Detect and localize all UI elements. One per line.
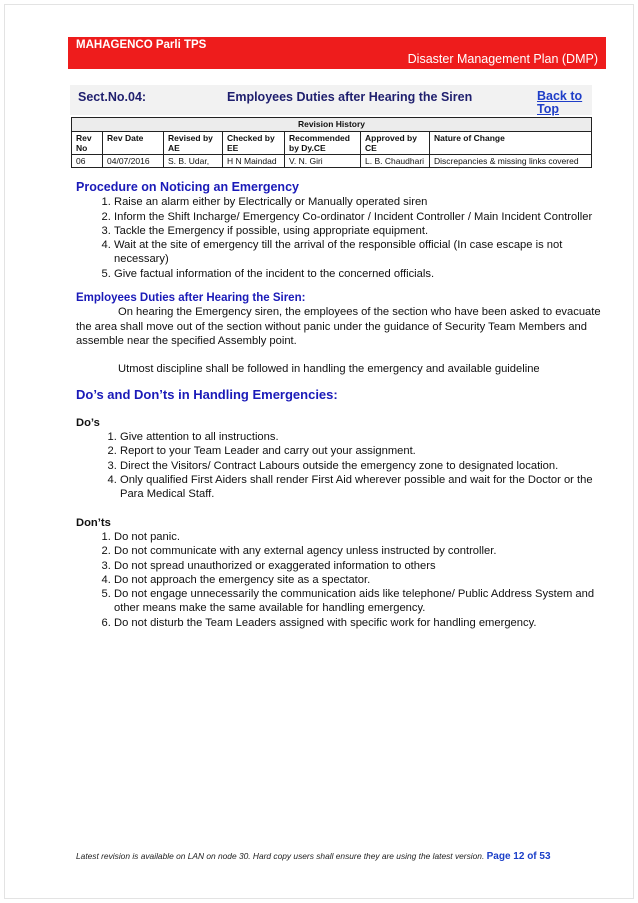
list-item: 3. Do not spread unauthorized or exaggerated information to others xyxy=(114,559,601,573)
section-bar xyxy=(70,85,592,115)
list-item: 1. Raise an alarm either by Electrically or Manually operated siren xyxy=(114,195,601,209)
dos-donts-heading: Do’s and Don’ts in Handling Emergencies: xyxy=(76,386,338,402)
header-cell: Recommended by Dy.CE xyxy=(285,132,361,155)
list-item: 4. Only qualified First Aiders shall render First Aid wherever possible and wait for the Doctor or the Para Medical Staff. xyxy=(120,473,601,502)
list-item: 1. Give attention to all instructions. xyxy=(120,430,601,444)
section-number: Sect.No.04: xyxy=(78,90,147,104)
main-content xyxy=(76,180,601,630)
revision-header-row xyxy=(72,132,592,155)
list-item: 2. Inform the Shift Incharge/ Emergency Co-ordinator / Incident Controller / Main Incident Controller xyxy=(114,210,601,224)
duties-heading: Employees Duties after Hearing the Siren: xyxy=(76,292,306,305)
list-item: 5. Do not engage unnecessarily the communication aids like telephone/ Public Address System and other means make the same available for handling emergency. xyxy=(114,587,601,616)
discipline-paragraph: Utmost discipline shall be followed in handling the emergency and available guideline xyxy=(118,363,540,376)
data-cell: L. B. Chaudhari xyxy=(361,155,430,168)
header-cell: Checked by EE xyxy=(223,132,285,155)
list-item: 3. Tackle the Emergency if possible, using appropriate equipment. xyxy=(114,224,601,238)
procedure-heading: Procedure on Noticing an Emergency xyxy=(76,180,299,194)
list-item: 4. Wait at the site of emergency till the arrival of the responsible official (In case escape is not necessary) xyxy=(114,238,601,267)
list-item: 2. Do not communicate with any external agency unless instructed by controller. xyxy=(114,544,601,558)
list-item: 5. Give factual information of the incident to the concerned officials. xyxy=(114,267,601,281)
data-cell: Discrepancies & missing links covered xyxy=(430,155,592,168)
data-cell: H N Maindad xyxy=(223,155,285,168)
donts-label: Don’ts xyxy=(76,516,111,529)
header-cell: Rev No xyxy=(72,132,103,155)
header-cell: Rev Date xyxy=(103,132,164,155)
data-cell: 04/07/2016 xyxy=(103,155,164,168)
list-item: 3. Direct the Visitors/ Contract Labours outside the emergency zone to designated location. xyxy=(120,459,601,473)
revision-history-caption: Revision History xyxy=(72,118,592,132)
data-cell: 06 xyxy=(72,155,103,168)
dos-label: Do’s xyxy=(76,416,100,429)
footer-note: Latest revision is available on LAN on node 30. Hard copy users shall ensure they are using the latest version. xyxy=(76,851,485,861)
procedure-list xyxy=(76,195,601,281)
list-item: 2. Report to your Team Leader and carry out your assignment. xyxy=(120,444,601,458)
data-cell: V. N. Giri xyxy=(285,155,361,168)
header-banner xyxy=(68,37,606,69)
revision-history-table xyxy=(71,117,592,168)
donts-list xyxy=(76,530,601,630)
list-item: 1. Do not panic. xyxy=(114,530,601,544)
revision-data-row xyxy=(72,155,592,168)
page-number: Page 12 of 53 xyxy=(486,851,551,862)
data-cell: S. B. Udar, xyxy=(164,155,223,168)
org-name: MAHAGENCO Parli TPS xyxy=(76,39,207,51)
header-cell: Revised by AE xyxy=(164,132,223,155)
list-item: 6. Do not disturb the Team Leaders assigned with specific work for handling emergency. xyxy=(114,616,601,630)
plan-title: Disaster Management Plan (DMP) xyxy=(407,52,598,66)
dos-list xyxy=(76,430,601,501)
header-cell: Approved by CE xyxy=(361,132,430,155)
header-cell: Nature of Change xyxy=(430,132,592,155)
page-footer xyxy=(76,851,551,862)
section-title: Employees Duties after Hearing the Siren xyxy=(227,90,473,104)
list-item: 4. Do not approach the emergency site as a spectator. xyxy=(114,573,601,587)
back-to-top-link[interactable]: Back to Top xyxy=(537,89,583,116)
duties-paragraph: On hearing the Emergency siren, the employees of the section who have been asked to evacuate the area shall move out of the section without panic under the guidance of Security Team Members and assemble near the specified Assembly point. xyxy=(76,306,601,347)
